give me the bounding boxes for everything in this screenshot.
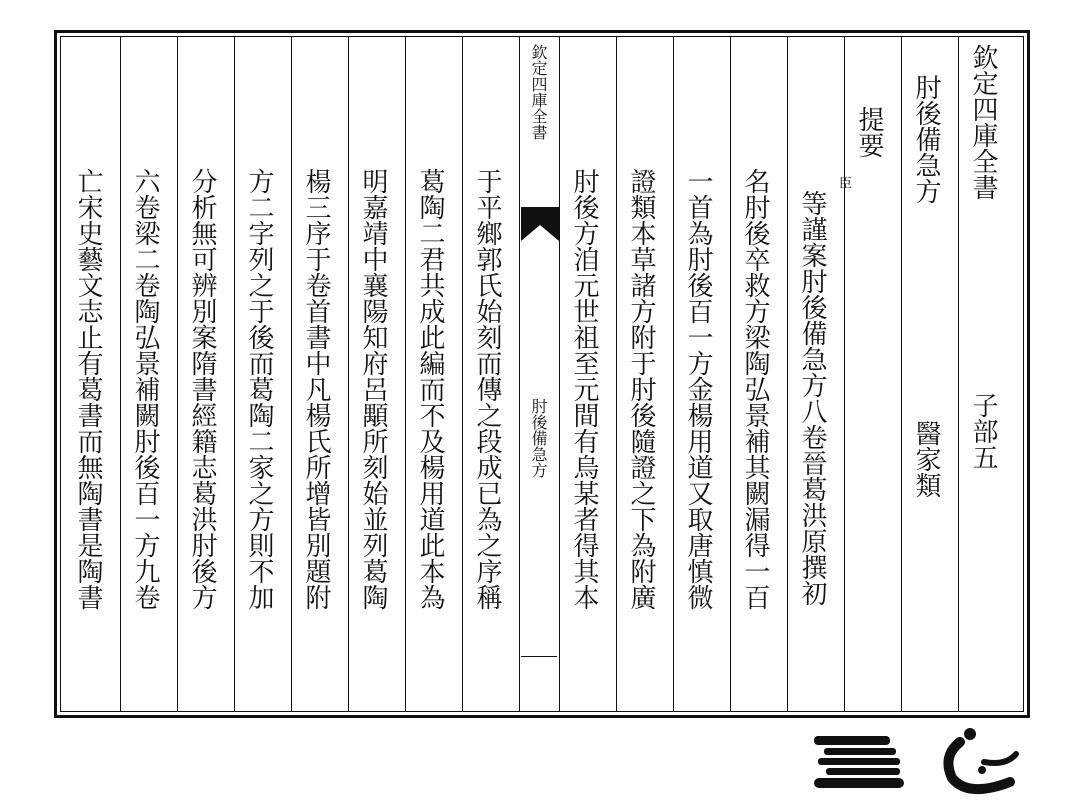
text-column-6: 于平鄉郭氏始刻而傳之段成已為之序稱 (472, 168, 502, 610)
column-rule (519, 37, 520, 711)
center-strip-title: 欽定四庫全書 (529, 44, 548, 140)
text-column-13: 亡宋史藝文志止有葛書而無陶書是陶書 (73, 168, 103, 610)
section-label: 子部五 (968, 392, 998, 470)
publisher-logo-icon (814, 726, 1030, 806)
text-column-9: 楊三序于卷首書中凡楊氏所增皆別題附 (301, 168, 331, 610)
text-column-4: 證類本草諸方附于肘後隨證之下為附廣 (626, 168, 656, 610)
column-rule (120, 37, 121, 711)
column-rule (901, 37, 902, 711)
column-rule (844, 37, 845, 711)
text-column-7: 葛陶二君共成此編而不及楊用道此本為 (415, 168, 445, 610)
column-rule (559, 37, 560, 711)
text-column-1: 等謹案肘後備急方八卷晉葛洪原撰初 (797, 190, 827, 606)
collection-title: 欽定四庫全書 (968, 44, 998, 200)
category-label: 醫家類 (911, 420, 941, 498)
column-rule (234, 37, 235, 711)
column-rule (462, 37, 463, 711)
column-rule (673, 37, 674, 711)
column-rule (730, 37, 731, 711)
fishtail-mark (521, 207, 559, 241)
column-rule (177, 37, 178, 711)
center-strip-rule (521, 656, 557, 657)
tiyao-heading: 提要 (854, 106, 884, 158)
column-rule (958, 37, 959, 711)
text-column-2: 名肘後卒救方梁陶弘景補其闕漏得一百 (740, 168, 770, 610)
center-strip-book-title: 肘後備急方 (529, 398, 548, 478)
minister-mark: 臣 (836, 176, 851, 189)
column-rule (348, 37, 349, 711)
text-column-11: 分析無可辨別案隋書經籍志葛洪肘後方 (187, 168, 217, 610)
book-title: 肘後備急方 (911, 74, 941, 204)
column-rule (405, 37, 406, 711)
text-column-12: 六卷梁二卷陶弘景補闕肘後百一方九卷 (130, 168, 160, 610)
text-column-5: 肘後方洎元世祖至元間有烏某者得其本 (569, 168, 599, 610)
column-rule (616, 37, 617, 711)
column-rule (291, 37, 292, 711)
text-column-8: 明嘉靖中襄陽知府呂顒所刻始並列葛陶 (358, 168, 388, 610)
text-column-3: 一首為肘後百一方金楊用道又取唐慎微 (683, 168, 713, 610)
column-rule (787, 37, 788, 711)
text-column-10: 方二字列之于後而葛陶二家之方則不加 (244, 168, 274, 610)
